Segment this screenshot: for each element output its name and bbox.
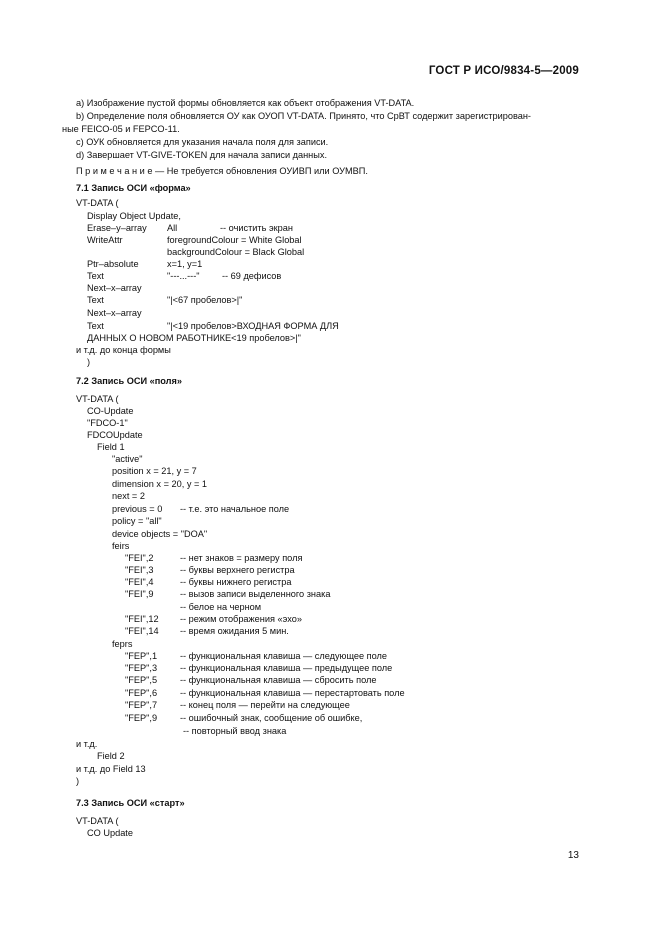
fei-key: "FEI",4 [125,577,154,587]
fep-comment: -- функциональная клавиша — сбросить поле [180,675,377,685]
code-value: x=1, y=1 [167,259,203,269]
code-line: Next–x–array [87,308,142,318]
code-line: device objects = "DOA" [112,529,208,539]
fei-key: "FEI",3 [125,565,154,575]
code-key: Text [87,295,104,305]
fei-key: "FEI",14 [125,626,159,636]
fei-comment: -- белое на черном [180,602,262,612]
code-line: VT-DATA ( [76,816,119,826]
note: П р и м е ч а н и е — Не требуется обновления ОУИВП или ОУМВП. [76,166,368,176]
code-line: next = 2 [112,491,145,501]
document-header: ГОСТ Р ИСО/9834-5—2009 [428,65,579,77]
code-key: Text [87,321,104,331]
code-line: ) [87,357,91,367]
item-b-continuation: ные FEICO-05 и FEPCO-11. [62,124,180,134]
code-value: "---...---" [167,271,200,281]
code-line: FDCOUpdate [87,430,143,440]
fep-comment: -- функциональная клавиша — следующее поле [180,651,388,661]
code-comment: -- 69 дефисов [222,271,282,281]
item-d: d) Завершает VT-GIVE-TOKEN для начала записи данных. [76,150,327,160]
fep-comment: -- повторный ввод знака [183,726,287,736]
fei-comment: -- буквы верхнего регистра [180,565,295,575]
fep-key: "FEP",7 [125,700,158,710]
fep-key: "FEP",5 [125,675,158,685]
fei-key: "FEI",9 [125,589,154,599]
code-comment: -- очистить экран [220,223,293,233]
code-line: "active" [112,454,143,464]
code-line: Field 1 [97,442,125,452]
code-line: Next–x–array [87,283,142,293]
item-a: a) Изображение пустой формы обновляется как объект отображения VT-DATA. [76,98,415,108]
fep-key: "FEP",1 [125,651,158,661]
code-line: VT-DATA ( [76,394,119,404]
code-line: Field 2 [97,751,125,761]
fei-key: "FEI",2 [125,553,154,563]
code-line: ДАННЫХ О НОВОМ РАБОТНИКЕ<19 пробелов>|" [87,333,301,343]
section-7-3-heading: 7.3 Запись ОСИ «старт» [76,798,185,808]
item-b: b) Определение поля обновляется ОУ как ОУОП VT-DATA. Принято, что СрВТ содержит зарегистрирован- [76,111,531,121]
fei-comment: -- режим отображения «эхо» [180,614,302,624]
code-value: backgroundColour = Black Global [167,247,305,257]
code-key: Erase–y–array [87,223,147,233]
code-value: foregroundColour = White Global [167,235,302,245]
fei-comment: -- буквы нижнего регистра [180,577,292,587]
fei-key: "FEI",12 [125,614,159,624]
code-line: и т.д. до Field 13 [76,764,146,774]
fep-key: "FEP",9 [125,713,158,723]
fep-key: "FEP",6 [125,688,158,698]
code-line: и т.д. до конца формы [76,345,171,355]
code-line: ) [76,776,80,786]
fep-comment: -- ошибочный знак, сообщение об ошибке, [180,713,363,723]
code-key: Ptr–absolute [87,259,139,269]
code-line: Display Object Update, [87,211,181,221]
code-line: policy = "all" [112,516,162,526]
code-line: CO-Update [87,406,134,416]
code-line: CO Update [87,828,133,838]
code-key: Text [87,271,104,281]
code-key: WriteAttr [87,235,123,245]
code-line: previous = 0 [112,504,163,514]
code-line: VT-DATA ( [76,198,119,208]
fep-key: "FEP",3 [125,663,158,673]
code-value: All [167,223,178,233]
item-c: c) ОУК обновляется для указания начала поля для записи. [76,137,329,147]
page-number: 13 [567,850,579,861]
code-comment: -- т.е. это начальное поле [180,504,290,514]
code-value: "|<67 пробелов>|" [167,295,243,305]
fei-comment: -- вызов записи выделенного знака [180,589,331,599]
code-line: "FDCO-1" [87,418,128,428]
code-line: position x = 21, y = 7 [112,466,197,476]
fei-comment: -- нет знаков = размеру поля [180,553,303,563]
code-line: и т.д. [76,739,98,749]
code-line: feprs [112,639,133,649]
section-7-1-heading: 7.1 Запись ОСИ «форма» [76,183,191,193]
code-line: dimension x = 20, y = 1 [112,479,207,489]
section-7-2-heading: 7.2 Запись ОСИ «поля» [76,376,182,386]
fep-comment: -- функциональная клавиша — предыдущее поле [180,663,393,673]
code-line: feirs [112,541,130,551]
fep-comment: -- функциональная клавиша — перестартовать поле [180,688,405,698]
code-value: "|<19 пробелов>ВХОДНАЯ ФОРМА ДЛЯ [167,321,339,331]
fei-comment: -- время ожидания 5 мин. [180,626,289,636]
fep-comment: -- конец поля — перейти на следующее [180,700,350,710]
